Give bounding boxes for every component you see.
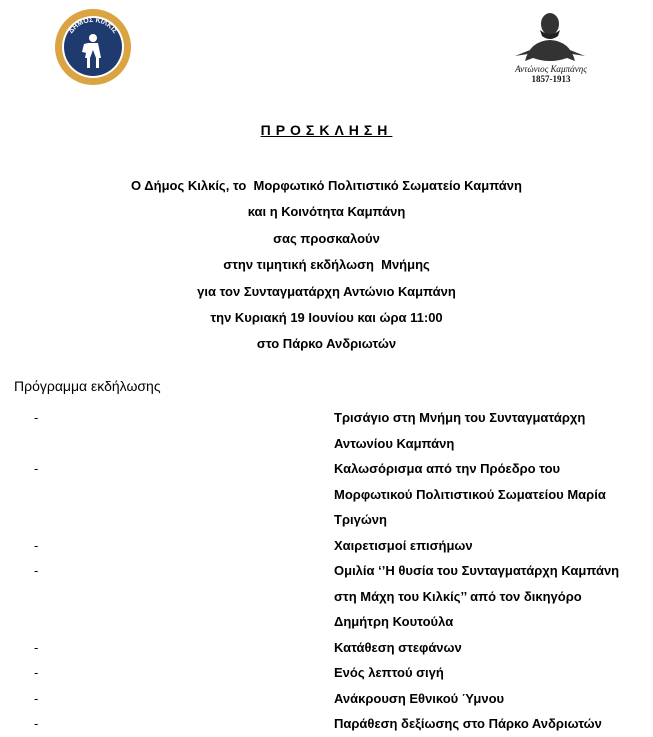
portrait-name: Αντώνιος Καμπάνης bbox=[515, 64, 587, 74]
seal-text: ΔΗΜΟΣ ΚΙΛΚΙΣ bbox=[67, 16, 119, 35]
program-list bbox=[34, 405, 634, 737]
list-item-text: Ανάκρουση Εθνικού Ύμνου bbox=[334, 690, 505, 706]
list-item bbox=[34, 635, 634, 661]
list-item bbox=[34, 405, 634, 456]
invitation-line: στο Πάρκο Ανδριωτών bbox=[256, 336, 397, 352]
invitation-line: για τον Συνταγματάρχη Αντώνιο Καμπάνη bbox=[197, 283, 456, 299]
list-item-text: Ομιλία ‘’Η θυσία του Συνταγματάρχη Καμπάνη στη Μάχη του Κιλκίς’’ από τον δικηγόρο Δημήτρη Κουτούλα bbox=[334, 563, 620, 629]
bullet-dash: - bbox=[34, 690, 39, 706]
invitation-text bbox=[0, 176, 653, 361]
invitation-line: σας προσκαλούν bbox=[273, 230, 380, 246]
list-item bbox=[34, 558, 634, 635]
list-item bbox=[34, 686, 634, 712]
bullet-dash: - bbox=[34, 716, 39, 731]
bullet-dash: - bbox=[34, 639, 39, 655]
page-title: ΠΡΟΣΚΛΗΣΗ bbox=[260, 122, 393, 138]
list-item-text: Καλωσόρισμα από την Πρόεδρο του Μορφωτικού Πολιτιστικού Σωματείου Μαρία Τριγώνη bbox=[334, 461, 606, 527]
list-item bbox=[34, 533, 634, 559]
list-item-text: Κατάθεση στεφάνων bbox=[334, 639, 462, 655]
list-item-text: Χαιρετισμοί επισήμων bbox=[334, 537, 473, 553]
invitation-line: και η Κοινότητα Καμπάνη bbox=[247, 204, 406, 220]
bullet-dash: - bbox=[34, 665, 39, 680]
list-item bbox=[34, 660, 634, 686]
invitation-line: Ο Δήμος Κιλκίς, το Μορφωτικό Πολιτιστικό Σωματείο Καμπάνη bbox=[131, 178, 522, 193]
invitation-line: στην τιμητική εκδήλωση Μνήμης bbox=[223, 257, 430, 273]
list-item-text: Παράθεση δεξίωσης στο Πάρκο Ανδριωτών bbox=[334, 716, 602, 731]
portrait-years: 1857-1913 bbox=[531, 74, 571, 84]
list-item-text: Ενός λεπτού σιγή bbox=[334, 665, 444, 680]
bullet-dash: - bbox=[34, 537, 39, 553]
bullet-dash: - bbox=[34, 563, 39, 578]
bullet-dash: - bbox=[34, 410, 39, 425]
invitation-line: την Κυριακή 19 Ιουνίου και ώρα 11:00 bbox=[210, 309, 443, 325]
list-item-text: Τρισάγιο στη Μνήμη του Συνταγματάρχη Αντωνίου Καμπάνη bbox=[334, 410, 586, 451]
list-item bbox=[34, 711, 634, 737]
bullet-dash: - bbox=[34, 461, 39, 476]
program-title: Πρόγραμμα εκδήλωσης bbox=[14, 378, 161, 394]
municipality-seal-icon bbox=[54, 8, 132, 86]
list-item bbox=[34, 456, 634, 533]
